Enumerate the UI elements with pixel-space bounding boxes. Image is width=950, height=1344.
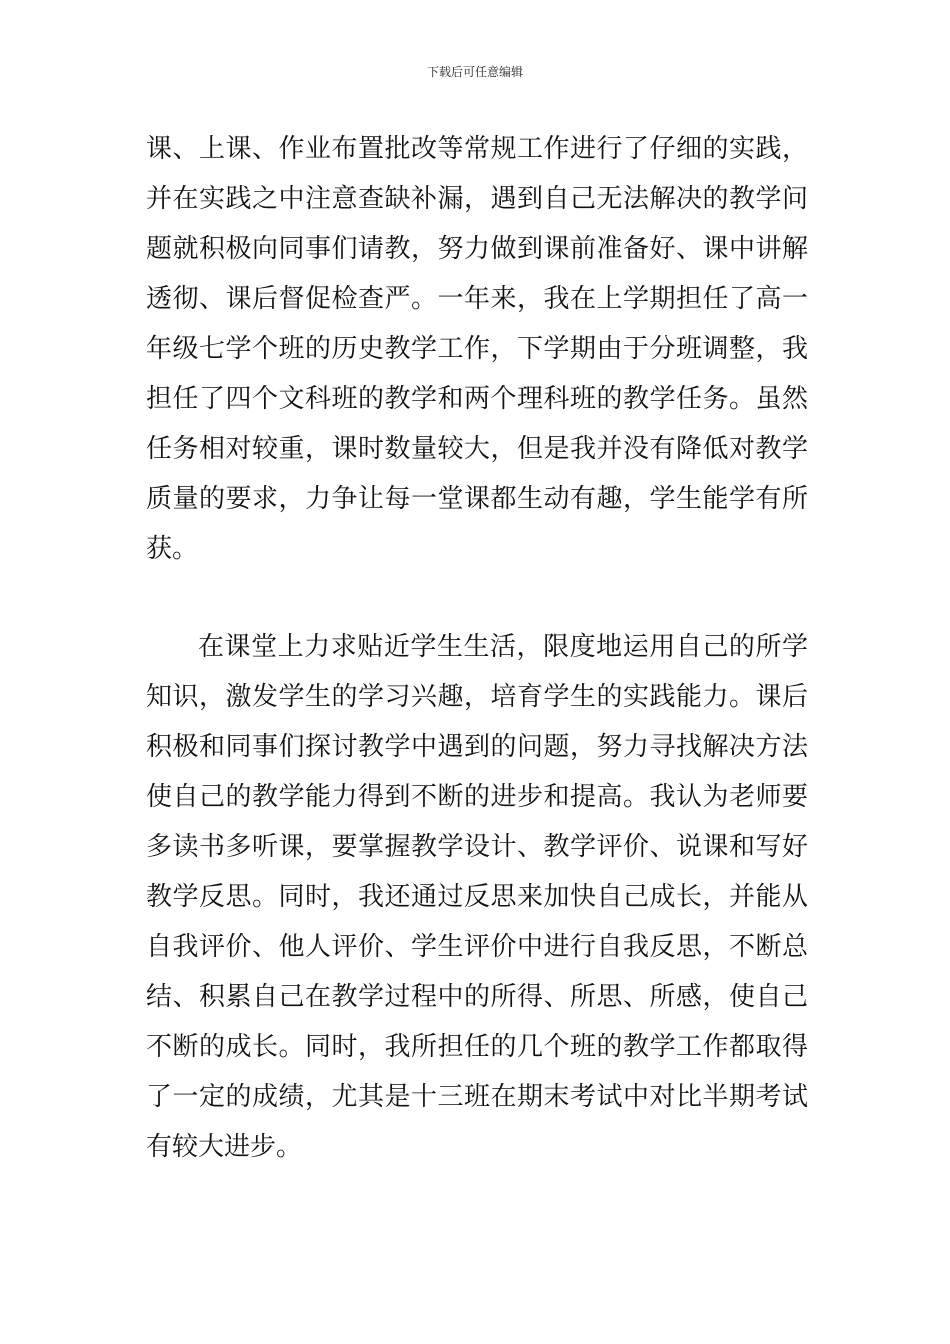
- text-line: 不断的成长。同时，我所担任的几个班的教学工作都取得: [146, 1032, 808, 1062]
- text-line: 使自己的教学能力得到不断的进步和提高。我认为老师要: [146, 782, 808, 812]
- text-line: 课、上课、作业布置批改等常规工作进行了仔细的实践，: [146, 134, 808, 164]
- paragraph-2: [146, 622, 808, 1172]
- text-line: 在课堂上力求贴近学生生活，限度地运用自己的所学: [198, 632, 808, 662]
- text-line: 多读书多听课，要掌握教学设计、教学评价、说课和写好: [146, 832, 808, 862]
- text-line: 获。: [146, 534, 199, 564]
- text-line: 教学反思。同时，我还通过反思来加快自己成长，并能从: [146, 882, 808, 912]
- text-line: 透彻、课后督促检查严。一年来，我在上学期担任了高一: [146, 284, 808, 314]
- document-body: [146, 124, 808, 1172]
- text-line: 任务相对较重，课时数量较大，但是我并没有降低对教学: [146, 434, 808, 464]
- text-line: 了一定的成绩，尤其是十三班在期末考试中对比半期考试: [146, 1082, 808, 1112]
- text-line: 年级七学个班的历史教学工作，下学期由于分班调整，我: [146, 334, 808, 364]
- text-line: 积极和同事们探讨教学中遇到的问题，努力寻找解决方法: [146, 732, 808, 762]
- text-line: 知识，激发学生的学习兴趣，培育学生的实践能力。课后: [146, 682, 808, 712]
- text-line: 并在实践之中注意查缺补漏，遇到自己无法解决的教学问: [146, 184, 808, 214]
- page-header: 下载后可任意编辑: [426, 65, 523, 79]
- text-line: 担任了四个文科班的教学和两个理科班的教学任务。虽然: [146, 384, 808, 414]
- paragraph-spacer: [146, 574, 808, 622]
- text-line: 题就积极向同事们请教，努力做到课前准备好、课中讲解: [146, 234, 808, 264]
- text-line: 结、积累自己在教学过程中的所得、所思、所感，使自己: [146, 982, 808, 1012]
- text-line: 有较大进步。: [146, 1132, 303, 1162]
- text-line: 自我评价、他人评价、学生评价中进行自我反思，不断总: [146, 932, 808, 962]
- paragraph-1: [146, 124, 808, 574]
- text-line: 质量的要求，力争让每一堂课都生动有趣，学生能学有所: [146, 484, 808, 514]
